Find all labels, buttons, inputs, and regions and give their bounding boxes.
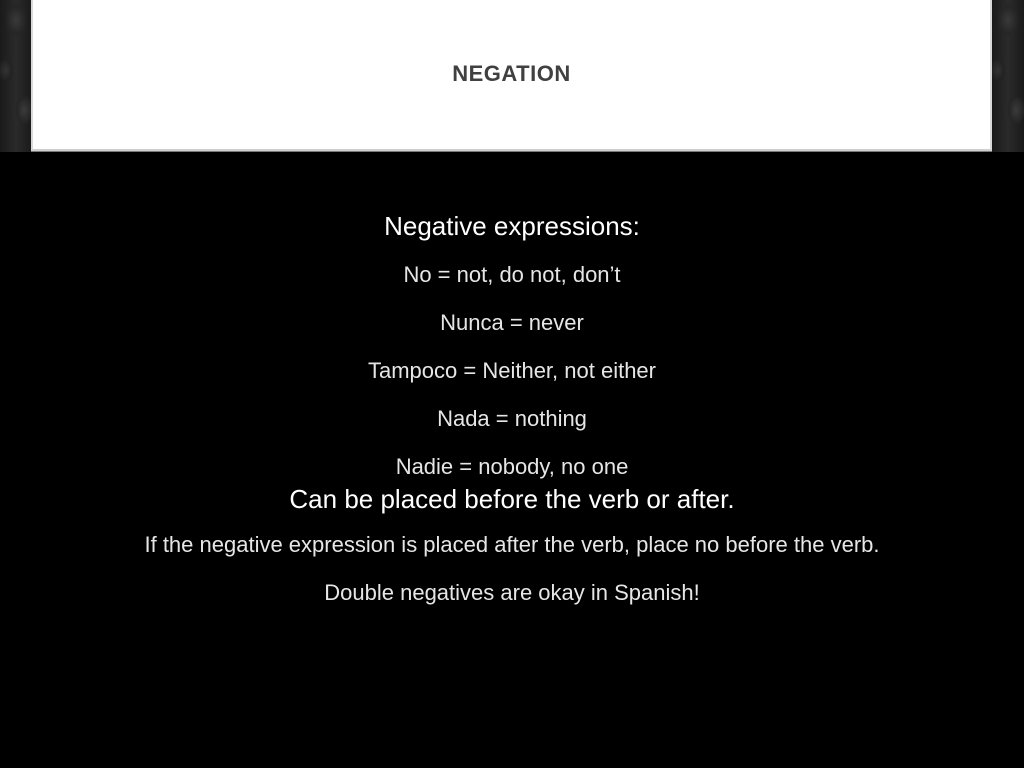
damask-pattern-right — [992, 0, 1024, 152]
placement-heading: Can be placed before the verb or after. — [289, 484, 735, 514]
double-negatives-note: Double negatives are okay in Spanish! — [324, 580, 700, 605]
damask-pattern-left — [0, 0, 32, 152]
slide-title: NEGATION — [452, 61, 571, 86]
expression-nada: Nada = nothing — [437, 406, 587, 431]
slide-body — [0, 207, 1024, 617]
negative-expressions-heading: Negative expressions: — [384, 211, 640, 241]
expression-nunca: Nunca = never — [440, 310, 584, 335]
placement-rule-note: If the negative expression is placed after the verb, place no before the verb. — [144, 532, 880, 557]
expression-tampoco: Tampoco = Neither, not either — [368, 358, 656, 383]
title-box — [31, 0, 992, 151]
title-banner — [0, 0, 1024, 152]
expression-nadie: Nadie = nobody, no one — [395, 454, 629, 479]
expression-no: No = not, do not, don’t — [403, 262, 621, 287]
